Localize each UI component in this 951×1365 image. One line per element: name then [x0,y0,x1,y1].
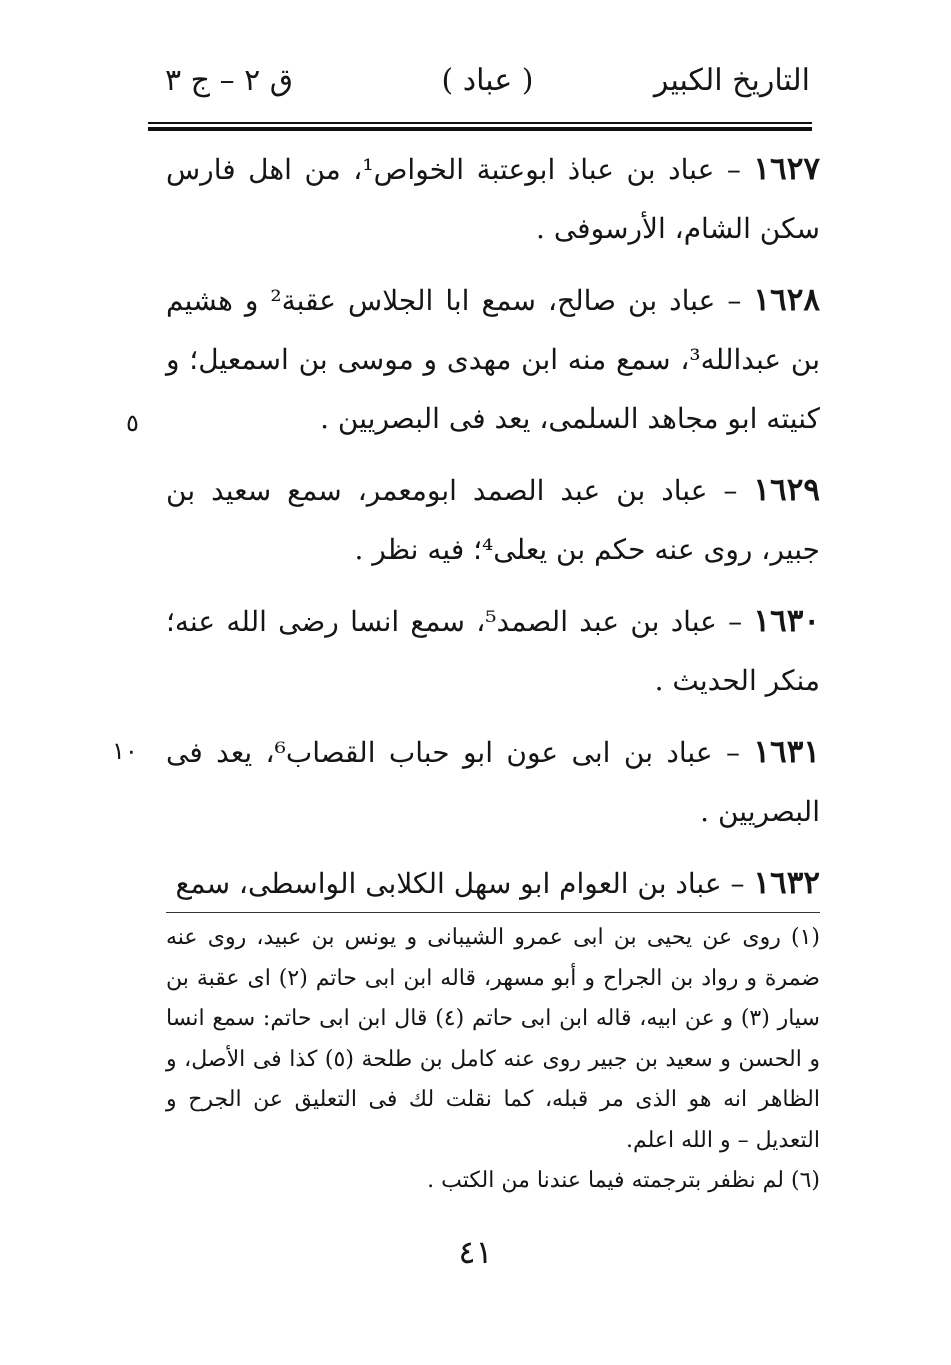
section-name: ( عباد ) [441,63,534,98]
part-volume: ق ٢ – ج ٣ [165,63,294,98]
entry-1629 [166,461,820,579]
line-number-5: ٥ [126,409,139,437]
main-text [166,140,820,926]
footnote-block: (١) روى عن يحيى بن ابى عمرو الشيبانى و يونس بن عبيد، روى عنه ضمرة و رواد بن الجراح و أبو مسهر، قاله ابن ابى حاتم (٢) اى عقبة بن سيار (٣) و عن ابيه، قاله ابن ابى حاتم (٤) قال ابن ابى حاتم: سمع انسا و الحسن و سعيد بن جبير روى عنه كامل بن طلحة (٥) كذا فى الأصل، و الظاهر انه هو الذى مر قبله، كما نقلت لك فى التعليق عن الجرح و التعديل – و الله اعلم. [166,925,820,1153]
running-header [165,58,810,108]
entry-number: ١٦٢٧ [753,151,820,187]
entry-number: ١٦٣٢ [753,865,820,901]
entry-number: ١٦٣٠ [753,603,820,639]
header-rule-thin [148,122,812,124]
line-number-10: ١٠ [112,737,138,765]
book-title: التاريخ الكبير [653,63,810,98]
entry-1630 [166,592,820,710]
entry-text: – عباد بن عبد الصمد⁵، سمع انسا رضى الله عنه؛ منكر الحديث . [166,605,820,697]
entry-number: ١٦٣١ [753,734,820,770]
footnote-rule [166,912,820,913]
entry-1632 [166,854,820,913]
entry-1627 [166,140,820,258]
entry-text: – عباد بن عبد الصمد ابومعمر، سمع سعيد بن جبير، روى عنه حكم بن يعلى⁴؛ فيه نظر . [166,474,820,566]
footnotes [166,918,820,1202]
footnote-block: (٦) لم نظفر بترجمته فيما عندنا من الكتب . [427,1168,820,1193]
entry-1631 [166,723,820,841]
entry-text: – عباد بن صالح، سمع ابا الجلاس عقبة² و هشيم بن عبدالله³، سمع منه ابن مهدى و موسى بن اسمعيل؛ و كنيته ابو مجاهد السلمى، يعد فى البصريين . [166,284,820,435]
entry-number: ١٦٢٨ [753,282,820,318]
page-number: ٤١ [458,1233,493,1271]
header-rule-thick [148,127,812,131]
entry-text: – عباد بن عباذ ابوعتبة الخواص¹، من اهل فارس سكن الشام، الأرسوفى . [166,153,820,245]
entry-text: – عباد بن ابى عون ابو حباب القصاب⁶، يعد فى البصريين . [166,736,820,828]
entry-number: ١٦٢٩ [753,472,820,508]
entry-text: – عباد بن العوام ابو سهل الكلابى الواسطى، سمع [175,867,754,900]
entry-1628 [166,271,820,448]
